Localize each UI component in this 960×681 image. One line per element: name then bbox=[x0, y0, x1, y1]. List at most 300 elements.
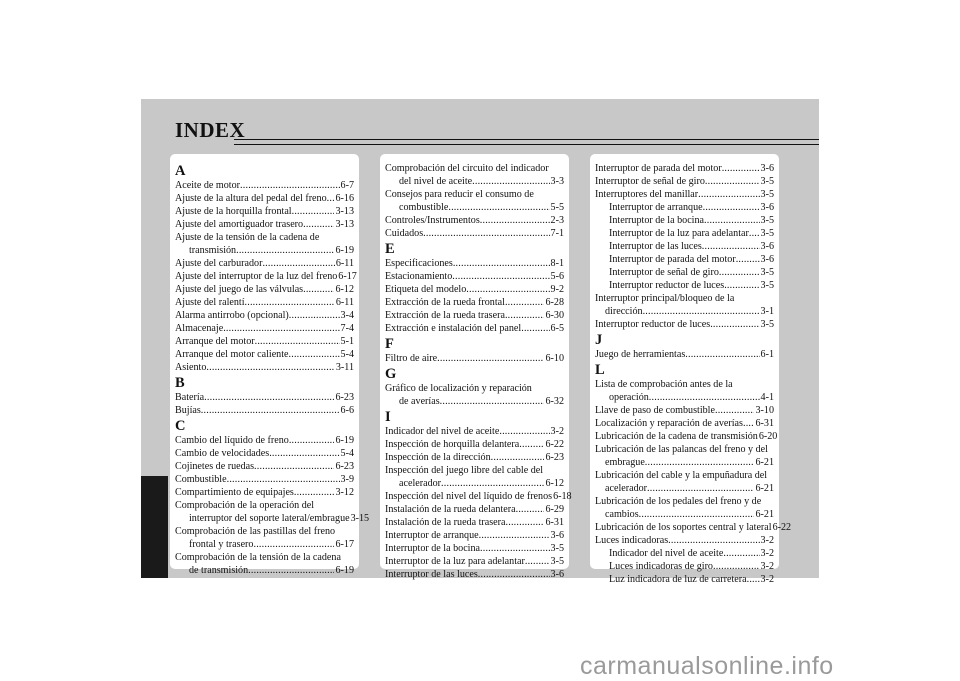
index-entry-term: Interruptor de parada del motor bbox=[609, 254, 736, 265]
dot-leader bbox=[292, 205, 335, 218]
index-entry-page: 3-2 bbox=[760, 535, 774, 546]
index-entry-line: Interruptor principal/bloqueo de la bbox=[595, 293, 735, 304]
index-entry-page: 3-5 bbox=[760, 319, 774, 330]
index-entry bbox=[175, 361, 354, 374]
dot-leader bbox=[240, 179, 340, 192]
index-entry-page: 3-5 bbox=[550, 543, 564, 554]
index-entry-page: 9-2 bbox=[550, 284, 564, 295]
index-entry-page: 3-4 bbox=[340, 310, 354, 321]
dot-leader bbox=[645, 456, 755, 469]
index-entry-page: 7-1 bbox=[550, 228, 564, 239]
index-entry-page: 3-13 bbox=[335, 219, 354, 230]
index-entry-page: 6-6 bbox=[340, 405, 354, 416]
index-entry-page: 6-23 bbox=[545, 452, 564, 463]
dot-leader bbox=[685, 348, 759, 361]
dot-leader bbox=[479, 529, 550, 542]
dot-leader bbox=[255, 335, 340, 348]
dot-leader bbox=[505, 296, 545, 309]
index-entry bbox=[175, 309, 354, 322]
index-entry bbox=[175, 322, 354, 335]
index-entry-term: Cuidados bbox=[385, 228, 424, 239]
index-entry-page: 3-5 bbox=[760, 267, 774, 278]
dot-leader bbox=[491, 451, 545, 464]
index-entry bbox=[175, 434, 354, 447]
index-entry-term: de transmisión bbox=[189, 565, 249, 576]
index-letter-heading: F bbox=[385, 336, 394, 352]
index-entry bbox=[175, 473, 354, 486]
index-entry bbox=[175, 391, 354, 404]
dot-leader bbox=[289, 434, 335, 447]
dot-leader bbox=[743, 417, 755, 430]
index-entry-term: acelerador bbox=[399, 478, 442, 489]
index-entry bbox=[385, 477, 564, 490]
dot-leader bbox=[303, 218, 334, 231]
index-entry-line: Lubricación de las palancas del freno y del bbox=[595, 444, 768, 455]
dot-leader bbox=[303, 283, 334, 296]
index-entry-page: 6-31 bbox=[755, 418, 774, 429]
dot-leader bbox=[516, 503, 545, 516]
index-entry-term: Interruptor de las luces bbox=[385, 569, 478, 580]
index-entry-term: Instalación de la rueda delantera bbox=[385, 504, 516, 515]
index-entry-term: Juego de herramientas bbox=[595, 349, 686, 360]
index-entry-page: 6-22 bbox=[545, 439, 564, 450]
index-entry-page: 6-12 bbox=[545, 478, 564, 489]
dot-leader bbox=[647, 482, 754, 495]
dot-leader bbox=[703, 201, 760, 214]
index-entry bbox=[595, 188, 774, 201]
dot-leader bbox=[525, 555, 550, 568]
index-entry-page: 6-11 bbox=[335, 297, 354, 308]
index-entry-page: 4-1 bbox=[760, 392, 774, 403]
index-entry-term: Ajuste de la horquilla frontal bbox=[175, 206, 292, 217]
index-entry-page: 3-15 bbox=[350, 513, 370, 524]
index-entry-page: 6-30 bbox=[545, 310, 564, 321]
index-entry bbox=[595, 404, 774, 417]
index-entry-page: 5-4 bbox=[340, 448, 354, 459]
dot-leader bbox=[649, 391, 760, 404]
index-entry-term: Interruptor de arranque bbox=[385, 530, 479, 541]
dot-leader bbox=[705, 175, 760, 188]
index-entry-page: 3-5 bbox=[760, 228, 774, 239]
index-entry-page: 3-2 bbox=[760, 548, 774, 559]
index-entry-page: 6-19 bbox=[335, 565, 354, 576]
index-letter-heading: A bbox=[175, 163, 186, 179]
index-entry-line: Inspección del juego libre del cable del bbox=[385, 465, 544, 476]
index-entry-term: Inspección de horquilla delantera bbox=[385, 439, 520, 450]
dot-leader bbox=[713, 560, 760, 573]
index-entry-term: Combustible bbox=[175, 474, 227, 485]
index-entry bbox=[175, 404, 354, 417]
index-entry-term: Ajuste del amortiguador trasero bbox=[175, 219, 304, 230]
index-entry-page: 6-28 bbox=[545, 297, 564, 308]
index-entry-term: Interruptor de señal de giro bbox=[609, 267, 719, 278]
index-entry-page: 6-23 bbox=[335, 461, 354, 472]
index-entry-page: 7-4 bbox=[340, 323, 354, 334]
index-entry-term: Extracción e instalación del panel bbox=[385, 323, 522, 334]
dot-leader bbox=[294, 486, 335, 499]
index-entry-page: 3-5 bbox=[760, 215, 774, 226]
index-entry-term: frontal y trasero bbox=[189, 539, 254, 550]
index-entry-line: Lubricación de los pedales del freno y de bbox=[595, 496, 762, 507]
index-entry-page: 3-5 bbox=[760, 176, 774, 187]
index-entry-page: 6-32 bbox=[545, 396, 564, 407]
index-entry-term: Controles/Instrumentos bbox=[385, 215, 480, 226]
index-entry-page: 6-19 bbox=[335, 245, 354, 256]
index-entry bbox=[595, 175, 774, 188]
index-entry-page: 6-7 bbox=[340, 180, 354, 191]
dot-leader bbox=[289, 348, 340, 361]
dot-leader bbox=[723, 547, 759, 560]
dot-leader bbox=[327, 192, 335, 205]
index-entry-term: Interruptor de parada del motor bbox=[595, 163, 722, 174]
index-entry-line: Lubricación del cable y la empuñadura del bbox=[595, 470, 768, 481]
index-column-2 bbox=[380, 154, 572, 580]
index-entry-term: Interruptor de la bocina bbox=[609, 215, 705, 226]
dot-leader bbox=[736, 253, 760, 266]
dot-leader bbox=[639, 508, 755, 521]
index-entry-term: Ajuste del carburador bbox=[175, 258, 263, 269]
index-entry bbox=[595, 162, 774, 175]
dot-leader bbox=[206, 361, 334, 374]
index-entry-term: Lubricación de los soportes central y lateral bbox=[595, 522, 772, 533]
dot-leader bbox=[472, 175, 549, 188]
index-entry bbox=[595, 534, 774, 547]
index-entry-term: Aceite de motor bbox=[175, 180, 241, 191]
index-entry-term: Interruptor de la luz para adelantar bbox=[385, 556, 525, 567]
index-entry-term: Especificaciones bbox=[385, 258, 453, 269]
index-entry-term: Compartimiento de equipajes bbox=[175, 487, 294, 498]
index-entry bbox=[595, 348, 774, 361]
index-entry bbox=[385, 214, 564, 227]
index-entry bbox=[385, 516, 564, 529]
index-entry-page: 3-6 bbox=[760, 163, 774, 174]
index-entry bbox=[595, 318, 774, 331]
index-entry-line: Comprobación de las pastillas del freno bbox=[175, 526, 336, 537]
index-column-1 bbox=[170, 154, 370, 576]
dot-leader bbox=[704, 214, 760, 227]
dot-leader bbox=[749, 227, 760, 240]
dot-leader bbox=[227, 473, 340, 486]
index-entry bbox=[175, 244, 354, 257]
dot-leader bbox=[506, 516, 545, 529]
index-entry bbox=[595, 482, 774, 495]
dot-leader bbox=[441, 477, 544, 490]
index-entry-term: Etiqueta del modelo bbox=[385, 284, 467, 295]
index-entry bbox=[385, 555, 564, 568]
index-entry bbox=[595, 305, 774, 318]
index-entry-page: 3-10 bbox=[755, 405, 774, 416]
index-entry-page: 8-1 bbox=[550, 258, 564, 269]
dot-leader bbox=[710, 318, 759, 331]
index-entry-page: 6-31 bbox=[545, 517, 564, 528]
index-entry bbox=[385, 451, 564, 464]
page-title: INDEX bbox=[175, 118, 246, 142]
index-letter-heading: I bbox=[385, 409, 391, 425]
index-letter-heading: E bbox=[385, 241, 395, 257]
index-entry-page: 6-18 bbox=[553, 491, 572, 502]
index-entry bbox=[595, 391, 774, 404]
dot-leader bbox=[423, 227, 549, 240]
dot-leader bbox=[236, 244, 334, 257]
index-entry-line: Consejos para reducir el consumo de bbox=[385, 189, 534, 200]
index-entry-page: 6-29 bbox=[545, 504, 564, 515]
index-entry bbox=[595, 227, 774, 240]
index-entry-term: combustible bbox=[399, 202, 449, 213]
index-entry-term: transmisión bbox=[189, 245, 237, 256]
index-entry bbox=[595, 214, 774, 227]
index-entry-term: de averías bbox=[399, 396, 440, 407]
index-column-3 bbox=[590, 154, 792, 585]
dot-leader bbox=[747, 573, 760, 586]
dot-leader bbox=[204, 391, 334, 404]
dot-leader bbox=[719, 266, 760, 279]
index-entry-page: 3-12 bbox=[335, 487, 354, 498]
index-entry-term: Extracción de la rueda frontal bbox=[385, 297, 505, 308]
index-entry-page: 6-11 bbox=[335, 258, 354, 269]
index-entry-term: Ajuste del interruptor de la luz del freno bbox=[175, 271, 338, 282]
index-entry-term: Bujías bbox=[175, 405, 201, 416]
index-entry bbox=[175, 447, 354, 460]
index-entry-term: Arranque del motor caliente bbox=[175, 349, 289, 360]
dot-leader bbox=[262, 257, 334, 270]
index-entry-line: Comprobación del circuito del indicador bbox=[385, 163, 549, 174]
dot-leader bbox=[437, 352, 544, 365]
dot-leader bbox=[201, 404, 340, 417]
index-letter-heading: L bbox=[595, 362, 605, 378]
index-entry-term: Instalación de la rueda trasera bbox=[385, 517, 506, 528]
index-entry-page: 3-2 bbox=[760, 561, 774, 572]
index-entry-page: 3-13 bbox=[335, 206, 354, 217]
index-entry bbox=[595, 253, 774, 266]
index-entry-page: 2-3 bbox=[550, 215, 564, 226]
index-entry-term: Interruptores del manillar bbox=[595, 189, 699, 200]
title-rule bbox=[234, 139, 819, 145]
dot-leader bbox=[248, 564, 334, 577]
index-entry-term: Filtro de aire bbox=[385, 353, 438, 364]
index-entry-page: 6-23 bbox=[335, 392, 354, 403]
index-entry-term: Batería bbox=[175, 392, 205, 403]
index-entry-page: 3-9 bbox=[340, 474, 354, 485]
index-entry-term: Luz indicadora de luz de carretera bbox=[609, 574, 747, 585]
index-entry-term: Inspección del nivel del líquido de frenos bbox=[385, 491, 553, 502]
index-entry bbox=[385, 542, 564, 555]
index-entry-term: Ajuste del ralentí bbox=[175, 297, 245, 308]
index-entry-term: Arranque del motor bbox=[175, 336, 255, 347]
index-entry-term: Cambio del líquido de freno bbox=[175, 435, 289, 446]
index-entry-page: 6-12 bbox=[335, 284, 354, 295]
index-entry bbox=[175, 335, 354, 348]
index-entry bbox=[175, 218, 354, 231]
index-entry-term: Indicador del nivel de aceite bbox=[385, 426, 500, 437]
dot-leader bbox=[245, 296, 335, 309]
index-entry bbox=[175, 205, 354, 218]
index-entry-term: Asiento bbox=[175, 362, 207, 373]
index-entry-page: 3-11 bbox=[335, 362, 354, 373]
index-entry bbox=[385, 175, 564, 188]
index-entry bbox=[175, 257, 354, 270]
index-entry bbox=[175, 192, 354, 205]
index-entry-term: Alarma antirrobo (opcional) bbox=[175, 310, 289, 321]
index-entry bbox=[385, 352, 564, 365]
dot-leader bbox=[722, 162, 760, 175]
dot-leader bbox=[702, 240, 760, 253]
dot-leader bbox=[521, 322, 549, 335]
index-entry-term: Llave de paso de combustible bbox=[595, 405, 715, 416]
index-entry bbox=[595, 573, 774, 586]
dot-leader bbox=[715, 404, 755, 417]
dot-leader bbox=[223, 322, 339, 335]
index-entry-page: 6-21 bbox=[755, 509, 774, 520]
index-entry-term: Interruptor de la bocina bbox=[385, 543, 481, 554]
index-entry bbox=[595, 201, 774, 214]
dot-leader bbox=[668, 534, 759, 547]
index-entry-term: Inspección de la dirección bbox=[385, 452, 491, 463]
index-entry-term: Indicador del nivel de aceite bbox=[609, 548, 724, 559]
dot-leader bbox=[440, 395, 545, 408]
dot-leader bbox=[269, 447, 339, 460]
index-entry-term: Lubricación de la cadena de transmisión bbox=[595, 431, 758, 442]
index-entry bbox=[175, 538, 354, 551]
index-entry bbox=[595, 521, 792, 534]
index-entry-page: 6-5 bbox=[550, 323, 564, 334]
index-entry-page: 3-2 bbox=[550, 426, 564, 437]
index-entry bbox=[385, 309, 564, 322]
index-entry bbox=[595, 508, 774, 521]
index-entry-line: Gráfico de localización y reparación bbox=[385, 383, 532, 394]
index-entry bbox=[595, 266, 774, 279]
dot-leader bbox=[453, 257, 550, 270]
index-letter-heading: J bbox=[595, 332, 603, 348]
dot-leader bbox=[466, 283, 549, 296]
dot-leader bbox=[519, 438, 544, 451]
index-entry-term: Interruptor reductor de luces bbox=[595, 319, 711, 330]
index-entry bbox=[385, 322, 564, 335]
index-entry bbox=[175, 270, 357, 283]
index-entry bbox=[385, 270, 564, 283]
index-entry bbox=[385, 296, 564, 309]
index-entry-page: 6-17 bbox=[335, 539, 354, 550]
index-entry bbox=[175, 179, 354, 192]
index-entry-page: 3-2 bbox=[760, 574, 774, 585]
index-entry-page: 6-21 bbox=[755, 457, 774, 468]
dot-leader bbox=[253, 538, 334, 551]
index-entry-page: 3-1 bbox=[760, 306, 774, 317]
index-entry bbox=[595, 430, 778, 443]
index-entry-term: Interruptor de señal de giro bbox=[595, 176, 705, 187]
index-entry-term: dirección bbox=[605, 306, 643, 317]
index-entry-term: operación bbox=[609, 392, 649, 403]
index-entry bbox=[595, 417, 774, 430]
index-entry-page: 6-17 bbox=[338, 271, 357, 282]
dot-leader bbox=[643, 305, 760, 318]
index-entry bbox=[385, 438, 564, 451]
index-entry bbox=[595, 456, 774, 469]
index-entry bbox=[385, 257, 564, 270]
index-entry-page: 5-5 bbox=[550, 202, 564, 213]
dot-leader bbox=[724, 279, 759, 292]
index-entry bbox=[175, 486, 354, 499]
index-entry-page: 6-16 bbox=[335, 193, 354, 204]
index-entry-term: cambios bbox=[605, 509, 639, 520]
index-entry-page: 6-10 bbox=[545, 353, 564, 364]
index-entry bbox=[595, 560, 774, 573]
dot-leader bbox=[499, 425, 549, 438]
index-entry bbox=[175, 512, 370, 525]
dot-leader bbox=[289, 309, 340, 322]
index-entry-term: Luces indicadoras bbox=[595, 535, 669, 546]
index-entry-page: 5-6 bbox=[550, 271, 564, 282]
index-entry-page: 3-6 bbox=[550, 530, 564, 541]
index-entry bbox=[595, 240, 774, 253]
index-entry bbox=[385, 425, 564, 438]
index-entry-line: Comprobación de la tensión de la cadena bbox=[175, 552, 341, 563]
dot-leader bbox=[480, 214, 550, 227]
index-entry-page: 5-1 bbox=[340, 336, 354, 347]
dot-leader bbox=[480, 542, 550, 555]
index-entry-page: 3-6 bbox=[760, 254, 774, 265]
index-entry-page: 6-1 bbox=[760, 349, 774, 360]
index-entry-page: 3-6 bbox=[760, 202, 774, 213]
index-entry-page: 3-6 bbox=[550, 569, 564, 580]
index-entry bbox=[175, 460, 354, 473]
index-entry-page: 6-22 bbox=[772, 522, 792, 533]
index-entry-line: Ajuste de la tensión de la cadena de bbox=[175, 232, 320, 243]
dot-leader bbox=[698, 188, 759, 201]
index-entry bbox=[385, 283, 564, 296]
dot-leader bbox=[448, 201, 549, 214]
index-entry-page: 6-20 bbox=[758, 431, 778, 442]
index-entry-term: Interruptor de las luces bbox=[609, 241, 702, 252]
index-entry-term: Localización y reparación de averías bbox=[595, 418, 743, 429]
index-entry-term: acelerador bbox=[605, 483, 648, 494]
index-entry-term: Luces indicadoras de giro bbox=[609, 561, 713, 572]
index-entry-term: embrague bbox=[605, 457, 645, 468]
index-entry-line: Comprobación de la operación del bbox=[175, 500, 315, 511]
index-entry-term: Estacionamiento bbox=[385, 271, 453, 282]
index-entry bbox=[175, 348, 354, 361]
index-entry-term: Interruptor de arranque bbox=[609, 202, 703, 213]
index-entry-page: 3-5 bbox=[760, 280, 774, 291]
index-letter-heading: G bbox=[385, 366, 397, 382]
index-letter-heading: C bbox=[175, 418, 186, 434]
index-entry bbox=[385, 568, 564, 581]
index-entry-line: Lista de comprobación antes de la bbox=[595, 379, 733, 390]
index-letter-heading: B bbox=[175, 375, 185, 391]
index-entry-term: Extracción de la rueda trasera bbox=[385, 310, 505, 321]
index-entry-term: Cambio de velocidades bbox=[175, 448, 270, 459]
index-entry-page: 3-6 bbox=[760, 241, 774, 252]
index-entry-term: Cojinetes de ruedas bbox=[175, 461, 255, 472]
index-entry-page: 3-3 bbox=[550, 176, 564, 187]
dot-leader bbox=[478, 568, 550, 581]
index-entry-term: Interruptor de la luz para adelantar bbox=[609, 228, 749, 239]
dot-leader bbox=[452, 270, 549, 283]
index-entry bbox=[595, 547, 774, 560]
index-entry-term: del nivel de aceite bbox=[399, 176, 473, 187]
watermark: carmanualsonline.info bbox=[580, 652, 834, 680]
index-entry bbox=[385, 490, 572, 503]
dot-leader bbox=[505, 309, 545, 322]
index-entry bbox=[175, 564, 354, 577]
index-entry bbox=[385, 529, 564, 542]
index-entry-page: 6-21 bbox=[755, 483, 774, 494]
index-entry-term: Almacenaje bbox=[175, 323, 224, 334]
index-entry-term: interruptor del soporte lateral/embrague bbox=[189, 513, 350, 524]
index-entry-term: Ajuste del juego de las válvulas bbox=[175, 284, 304, 295]
index-entry-term: Interruptor reductor de luces bbox=[609, 280, 725, 291]
index-entry-page: 5-4 bbox=[340, 349, 354, 360]
index-entry-term: Ajuste de la altura del pedal del freno bbox=[175, 193, 327, 204]
